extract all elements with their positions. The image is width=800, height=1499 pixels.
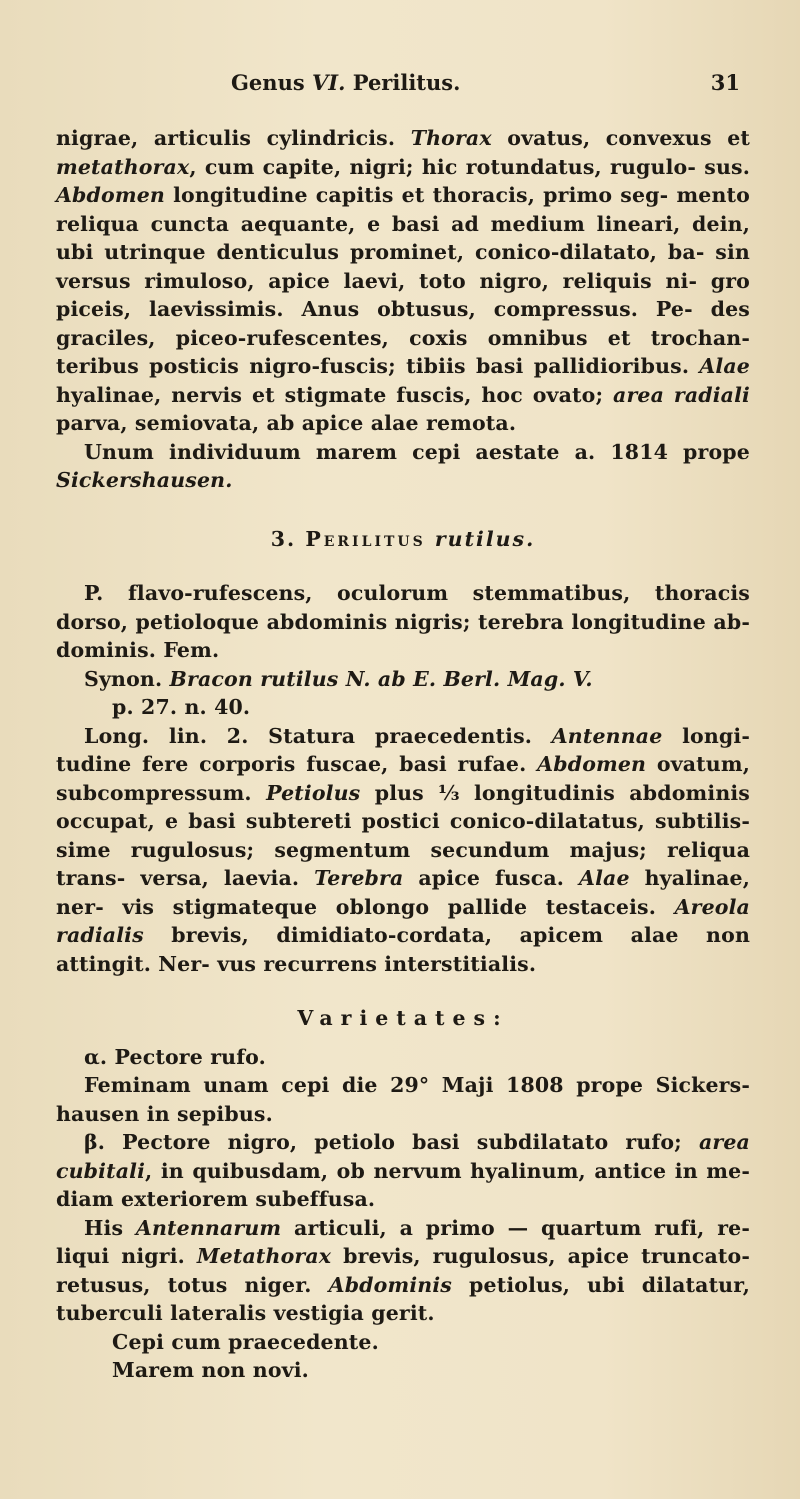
species-heading — [56, 525, 750, 554]
synonymy-label: Synon. — [84, 666, 163, 691]
text-run: His — [84, 1215, 136, 1240]
genus-label: Genus — [231, 70, 305, 95]
term-area-cubitali: area cubitali — [56, 1130, 750, 1183]
text-run: β. Pectore nigro, petiolo basi subdilatato rufo; — [84, 1130, 699, 1154]
text-run: brevis, rugulosus, apice truncato- retusus, totus niger. — [56, 1244, 751, 1297]
variety-alpha: α. Pectore rufo. — [84, 1044, 266, 1069]
term-petiolus: Petiolus — [266, 780, 361, 805]
species-genus: Perilitus — [305, 526, 426, 551]
genus-number: VI. — [311, 70, 346, 95]
species-epithet: rutilus. — [434, 526, 536, 551]
synonymy — [56, 665, 750, 722]
term-metathorax: metathorax — [56, 154, 190, 179]
term-abdominis: Abdominis — [328, 1272, 452, 1297]
term-metathorax: Metathorax — [196, 1244, 332, 1268]
text-run: plus ⅓ longitudinis abdominis occupat, e basi subtereti postici conico-dilatatus, subtilis- sime rugulosus; segmentum secundum majus; reliqua trans- versa, laevia. — [56, 780, 750, 890]
varietates-heading: Varietates: — [297, 1006, 509, 1030]
text-run: Long. lin. 2. Statura praecedentis. — [84, 723, 552, 748]
term-areola-radialis: Areola radialis — [56, 894, 750, 947]
place-name: Sickershausen. — [56, 468, 233, 492]
closing-line-2: Marem non novi. — [112, 1358, 309, 1382]
species-number: 3. — [270, 526, 297, 551]
term-abdomen: Abdomen — [537, 752, 647, 776]
text-run: hyalinae, ner- vis stigmateque oblongo pallide testaceis. — [56, 866, 750, 919]
term-abdomen: Abdomen — [56, 183, 165, 207]
term-alae: Alae — [579, 866, 630, 890]
text-run: articuli, a primo — quartum rufi, re- liqui nigri. — [56, 1215, 750, 1268]
text-run: brevis, dimidiato-cordata, apicem alae non attingit. Ner- vus recurrens interstitialis. — [56, 923, 750, 976]
text-run: petiolus, ubi dilatatur, tuberculi lateralis vestigia gerit. — [56, 1272, 750, 1325]
text-run: , cum capite, nigri; hic rotundatus, rugulo- sus. — [189, 154, 750, 179]
text-run: , in quibusdam, ob nervum hyalinum, antice in me- diam exteriorem subeffusa. — [56, 1158, 750, 1211]
text-run: Unum individuum marem cepi aestate a. 1814 prope — [84, 439, 750, 464]
paragraph-description — [56, 124, 750, 438]
running-title — [231, 70, 460, 95]
paragraph-diagnosis: P. flavo-rufescens, oculorum stemmatibus, thoracis dorso, petioloque abdominis nigris; terebra longitudine ab- dominis. Fem. — [56, 581, 750, 662]
page-number: 31 — [710, 70, 740, 95]
term-antennae: Antennae — [551, 723, 663, 748]
paragraph-description-2 — [56, 722, 750, 979]
text-run: apice fusca. — [403, 866, 580, 890]
text-run: longi- tudine fere corporis fuscae, basi rufae. — [56, 723, 750, 776]
term-antennarum: Antennarum — [135, 1215, 282, 1240]
running-header — [56, 70, 750, 110]
term-alae: Alae — [699, 354, 750, 378]
term-thorax: Thorax — [410, 126, 492, 150]
paragraph-variety-detail — [56, 1214, 750, 1328]
paragraph-capture-2: Feminam unam cepi die 29° Maji 1808 prope Sickers- hausen in sepibus. — [56, 1073, 750, 1126]
text-run: nigrae, articulis cylindricis. — [56, 126, 411, 150]
closing-line-1: Cepi cum praecedente. — [112, 1329, 379, 1354]
genus-name: Perilitus. — [352, 70, 461, 95]
text-run: parva, semiovata, ab apice alae remota. — [56, 411, 517, 435]
term-area-radiali: area radiali — [613, 382, 750, 407]
term-terebra: Terebra — [314, 866, 404, 890]
paragraph-capture — [56, 438, 750, 495]
text-run: hyalinae, nervis et stigmate fuscis, hoc ovato; — [56, 382, 614, 407]
variety-beta — [56, 1128, 750, 1214]
synonymy-reference: Bracon rutilus N. ab E. Berl. Mag. V. — [169, 666, 593, 691]
text-run: ovatus, convexus et — [491, 126, 751, 150]
main-text — [56, 124, 750, 1385]
text-run: longitudine capitis et thoracis, primo seg- mento reliqua cuncta aequante, e basi ad medium lineari, dein, ubi utrinque denticulus prominet, conico-dilatato, ba- sin versus rimuloso, apice laevi, toto nigro, reliquis ni- gro piceis, laevissimis. Anus obtusus, compressus. Pe- des graciles, piceo-rufescentes, coxis omnibus et trochan- teribus posticis nigro-fuscis; tibiis basi pallidioribus. — [56, 183, 750, 378]
synonymy-page: p. 27. n. 40. — [112, 695, 251, 719]
text-run: ovatum, subcompressum. — [56, 752, 750, 805]
